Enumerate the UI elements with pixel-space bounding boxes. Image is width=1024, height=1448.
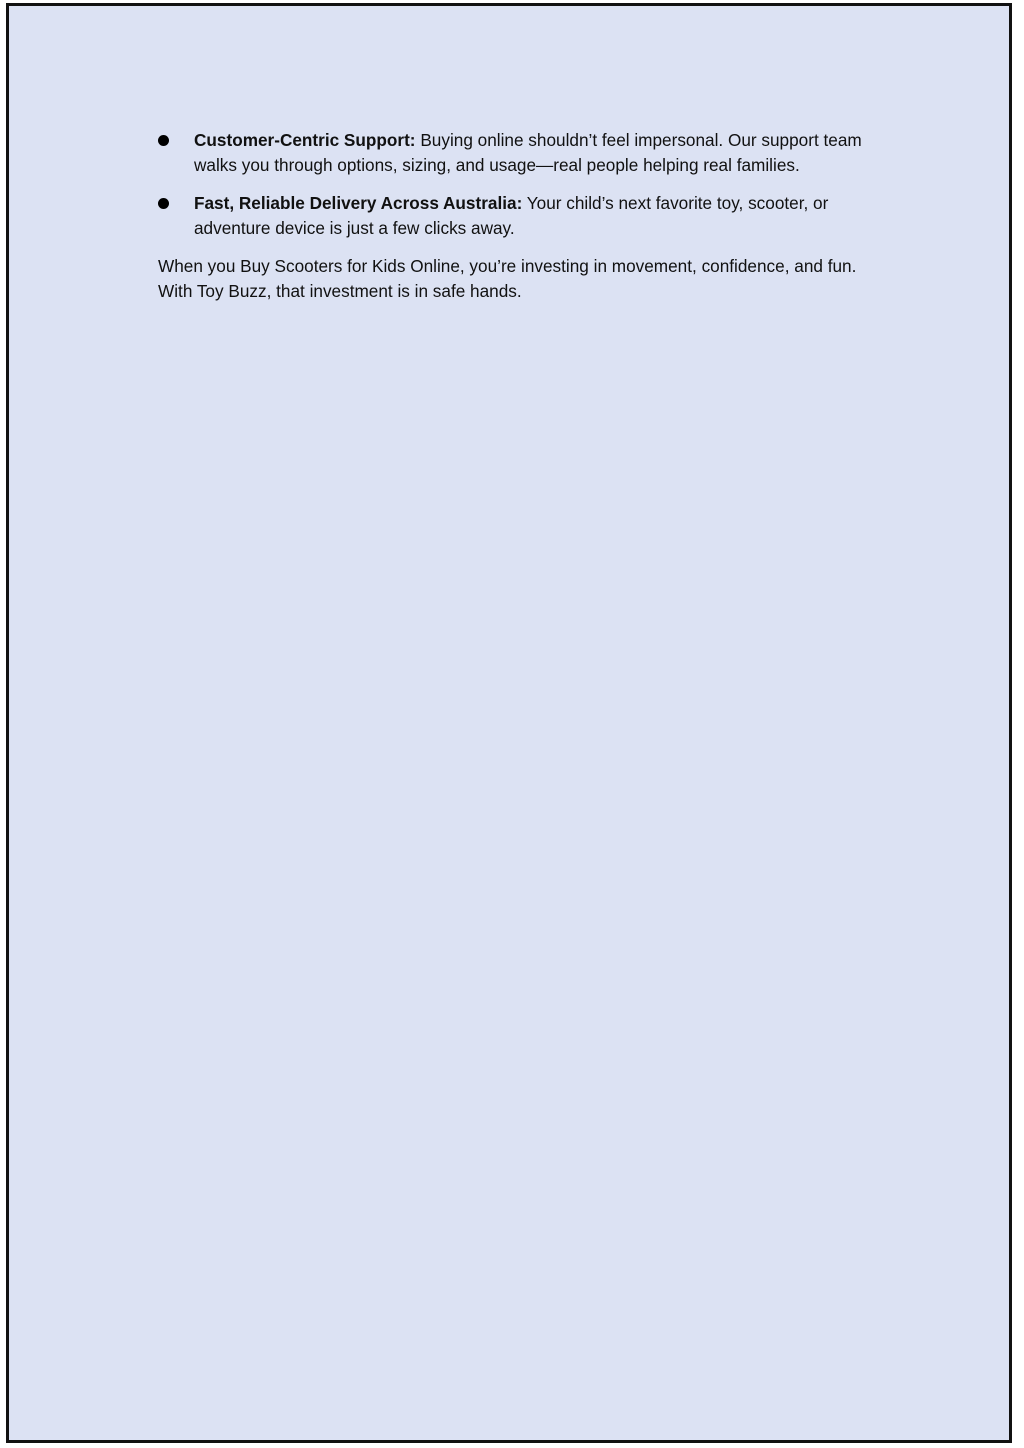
bullet-text: Buying online shouldn’t feel impersonal. Our support team walks you through options, sizing, and usage—real people helping real families. xyxy=(194,130,862,175)
bullet-heading: Fast, Reliable Delivery Across Australia: xyxy=(194,193,523,213)
bullet-icon xyxy=(158,135,169,146)
closing-paragraph: When you Buy Scooters for Kids Online, you’re investing in movement, confidence, and fun. With Toy Buzz, that investment is in safe hands. xyxy=(158,256,857,301)
bullet-text: Your child’s next favorite toy, scooter, or adventure device is just a few clicks away. xyxy=(194,193,829,238)
list-item xyxy=(158,128,888,178)
feature-list xyxy=(158,128,888,241)
document-page xyxy=(6,3,1012,1443)
bullet-heading: Customer-Centric Support: xyxy=(194,130,416,150)
bullet-icon xyxy=(158,198,169,209)
list-item xyxy=(158,191,888,241)
page-content xyxy=(158,128,888,304)
